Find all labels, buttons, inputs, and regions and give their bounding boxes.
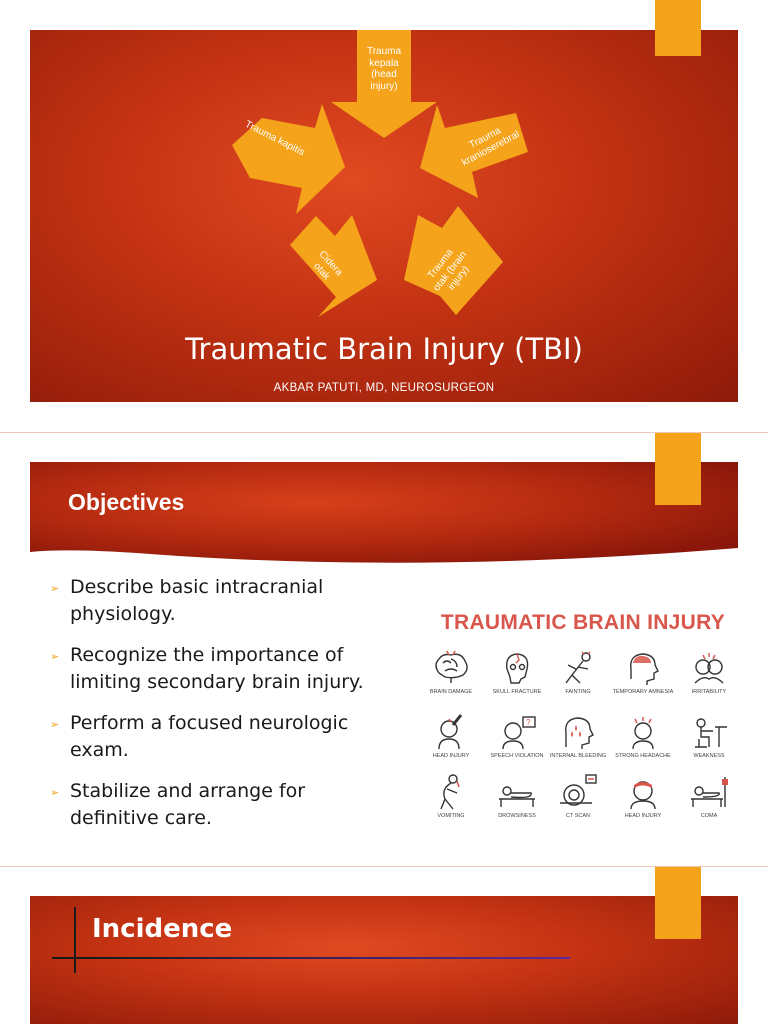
vomiting-icon: VOMITING — [420, 773, 482, 819]
bullet-arrow-icon: ➢ — [50, 582, 60, 595]
bullet-arrow-icon: ➢ — [50, 786, 60, 799]
brain-icon: BRAIN DAMAGE — [420, 649, 482, 695]
list-item: ➢ Perform a focused neurologic exam. — [50, 712, 349, 761]
presentation-title: Traumatic Brain Injury (TBI) — [185, 332, 583, 366]
title-horizontal-rule — [52, 957, 570, 959]
accent-tab — [655, 433, 701, 505]
incidence-title: Incidence — [92, 914, 233, 944]
bullet-arrow-icon: ➢ — [50, 718, 60, 731]
arrow-label-left: Trauma kapitis — [243, 118, 307, 159]
irritability-icon: IRRITABILITY — [678, 649, 740, 695]
arrow-label-right: Trauma kranioserebral — [460, 125, 522, 169]
bullet-arrow-icon: ➢ — [50, 650, 60, 663]
infographic-title: TRAUMATIC BRAIN INJURY — [440, 611, 726, 634]
drowsiness-icon: DROWSINESS — [486, 773, 548, 819]
accent-tab — [655, 867, 701, 939]
slide-title — [0, 0, 768, 432]
headache-icon: STRONG HEADACHE — [612, 713, 674, 759]
presentation-subtitle: AKBAR PATUTI, MD, NEUROSURGEON — [273, 382, 495, 394]
bleeding-icon: INTERNAL BLEEDING — [547, 713, 609, 759]
speech-icon: ? SPEECH VIOLATION — [490, 718, 544, 759]
fainting-icon: FAINTING — [547, 649, 609, 695]
tbi-infographic — [402, 585, 764, 847]
bandaged-head-icon: HEAD INJURY — [612, 773, 674, 819]
arrow-label-bottom-right: Trauma otak (brain injury) — [425, 247, 472, 294]
amnesia-icon: TEMPORARY AMNESIA — [612, 649, 674, 695]
weakness-icon: WEAKNESS — [678, 713, 740, 759]
objectives-title: Objectives — [68, 489, 185, 515]
list-item: ➢ Recognize the importance of limiting secondary brain injury. — [50, 644, 364, 693]
list-item: ➢ Stabilize and arrange for definitive care. — [50, 780, 306, 829]
ct-scan-icon: CT SCAN — [547, 773, 609, 819]
list-item: ➢ Describe basic intracranial physiology. — [50, 576, 324, 625]
svg-text:?: ? — [526, 718, 531, 727]
head-injury-icon: HEAD INJURY — [420, 713, 482, 759]
arrow-label-bottom-left: Cidera otak — [311, 248, 345, 282]
arrow-label-top: Trauma kepala (head injury) — [366, 46, 402, 92]
title-vertical-rule — [74, 907, 76, 973]
objectives-list — [48, 574, 398, 846]
skull-icon: SKULL FRACTURE — [486, 649, 548, 695]
slide-incidence — [0, 867, 768, 1024]
coma-icon: COMA — [678, 773, 740, 819]
